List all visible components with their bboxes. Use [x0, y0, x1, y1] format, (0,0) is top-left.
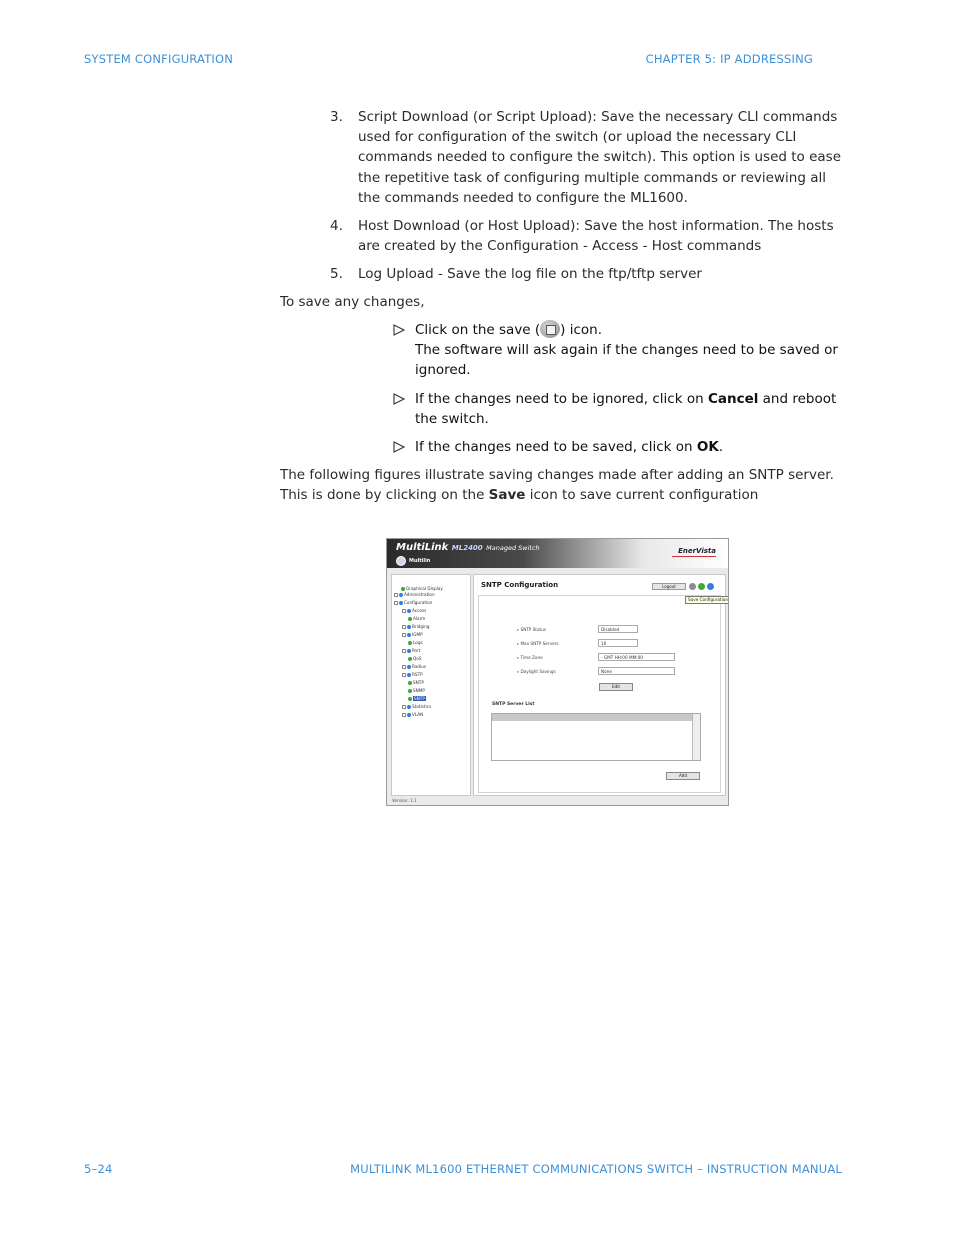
field-label: ▸ Time Zone	[517, 655, 543, 660]
page-number: 5–24	[84, 1162, 113, 1176]
logout-button[interactable]: Logout	[652, 583, 686, 590]
list-number: 3.	[330, 109, 343, 125]
tree-item[interactable]: QoS	[408, 656, 422, 661]
tree-item[interactable]: Configuration	[394, 600, 432, 605]
server-list[interactable]	[491, 713, 701, 761]
multilink-logo: MultiLink ML2400 Managed Switch	[396, 542, 540, 553]
triangle-bullet-icon	[393, 441, 405, 453]
daylight-savings-field[interactable]: None	[598, 667, 675, 675]
help-icon[interactable]	[707, 583, 714, 590]
list-number: 5.	[330, 266, 343, 282]
tree-item[interactable]: Port	[402, 648, 420, 653]
list-text: Log Upload - Save the log file on the ftp/tftp server	[358, 266, 702, 282]
list-text: Host Download (or Host Upload): Save the host information. The hosts are created by the Configuration - Access - Host commands	[358, 218, 834, 255]
tree-item-sntp-selected[interactable]: SNTP	[408, 696, 426, 701]
field-label: ▸ Daylight Savings	[517, 669, 556, 674]
step-text: and reboot the switch.	[415, 391, 837, 428]
version-label: Version: 1.1	[392, 798, 417, 803]
edit-button[interactable]: Edit	[599, 683, 633, 691]
triangle-bullet-icon	[393, 393, 405, 405]
sntp-configuration-screenshot	[386, 538, 729, 806]
list-item	[330, 216, 842, 256]
ok-term: OK	[696, 439, 719, 455]
time-zone-field[interactable]: - GMT HH:00 MM:00	[598, 653, 675, 661]
refresh-icon[interactable]	[698, 583, 705, 590]
tree-item[interactable]: SNTP	[408, 680, 424, 685]
tree-item[interactable]: Bridging	[402, 624, 430, 629]
tree-item[interactable]: IGMP	[402, 632, 423, 637]
list-item	[330, 264, 842, 284]
save-icon	[540, 320, 560, 338]
server-list-title: SNTP Server List	[492, 702, 535, 707]
save-tooltip: Save Configuration	[685, 596, 729, 604]
max-servers-field[interactable]: 10	[598, 639, 638, 647]
main-panel	[473, 574, 729, 796]
manual-title: MULTILINK ML1600 ETHERNET COMMUNICATIONS SWITCH – INSTRUCTION MANUAL	[350, 1162, 842, 1176]
list-text: Script Download (or Script Upload): Save the necessary CLI commands used for configuration of the switch (or upload the necessary CLI commands needed to configure the switch). This option is used to ease the repetitive task of configuring multiple commands or reviewing all the commands needed to configure the ML1600.	[358, 109, 842, 206]
step-text: Click on the save (	[415, 322, 541, 338]
enervista-logo: EnerVista	[678, 547, 716, 555]
step-text: If the changes need to be saved, click on	[415, 439, 697, 455]
figure-description: The following figures illustrate saving changes made after adding an SNTP server. This is done by clicking on the Save icon to save current configuration	[280, 467, 834, 504]
field-label: ▸ Max SNTP Servers	[517, 641, 559, 646]
tree-item[interactable]: Radius	[402, 664, 426, 669]
step-text: ) icon.	[560, 322, 603, 338]
triangle-bullet-icon	[393, 324, 405, 336]
list-number: 4.	[330, 218, 343, 234]
step-text: If the changes need to be ignored, click on	[415, 391, 708, 407]
app-banner	[387, 539, 728, 568]
add-button[interactable]: Add	[666, 772, 700, 780]
running-header-section: SYSTEM CONFIGURATION	[84, 52, 234, 66]
procedure-step	[393, 437, 843, 457]
tree-item[interactable]: VLAN	[402, 712, 423, 717]
field-label: ▸ SNTP Status	[517, 627, 546, 632]
tree-item[interactable]: Alarm	[408, 616, 425, 621]
tree-item[interactable]: RSTP	[402, 672, 423, 677]
tree-item[interactable]: SNMP	[408, 688, 425, 693]
tree-item[interactable]: Statistics	[402, 704, 431, 709]
multilin-label: Multilin	[409, 558, 431, 564]
list-item	[330, 107, 842, 208]
page-title: SNTP Configuration	[481, 581, 559, 589]
cancel-term: Cancel	[707, 391, 759, 407]
running-header-chapter: CHAPTER 5: IP ADDRESSING	[645, 52, 813, 66]
procedure-step	[393, 389, 843, 429]
tree-item[interactable]: Logs	[408, 640, 423, 645]
tree-item[interactable]: Graphical Display	[401, 586, 443, 591]
navigation-tree	[391, 574, 471, 796]
sntp-status-field[interactable]: Disabled	[598, 625, 638, 633]
step-text: .	[718, 439, 724, 455]
tree-item[interactable]: Administration	[394, 592, 435, 597]
list-scrollbar[interactable]	[692, 714, 700, 760]
tree-item[interactable]: Access	[402, 608, 426, 613]
save-icon[interactable]	[689, 583, 696, 590]
step-text: The software will ask again if the changes need to be saved or ignored.	[415, 342, 838, 379]
procedure-step	[393, 320, 843, 381]
ge-logo-icon	[396, 556, 406, 566]
intro-paragraph: To save any changes,	[280, 294, 425, 310]
save-term: Save	[488, 487, 526, 504]
